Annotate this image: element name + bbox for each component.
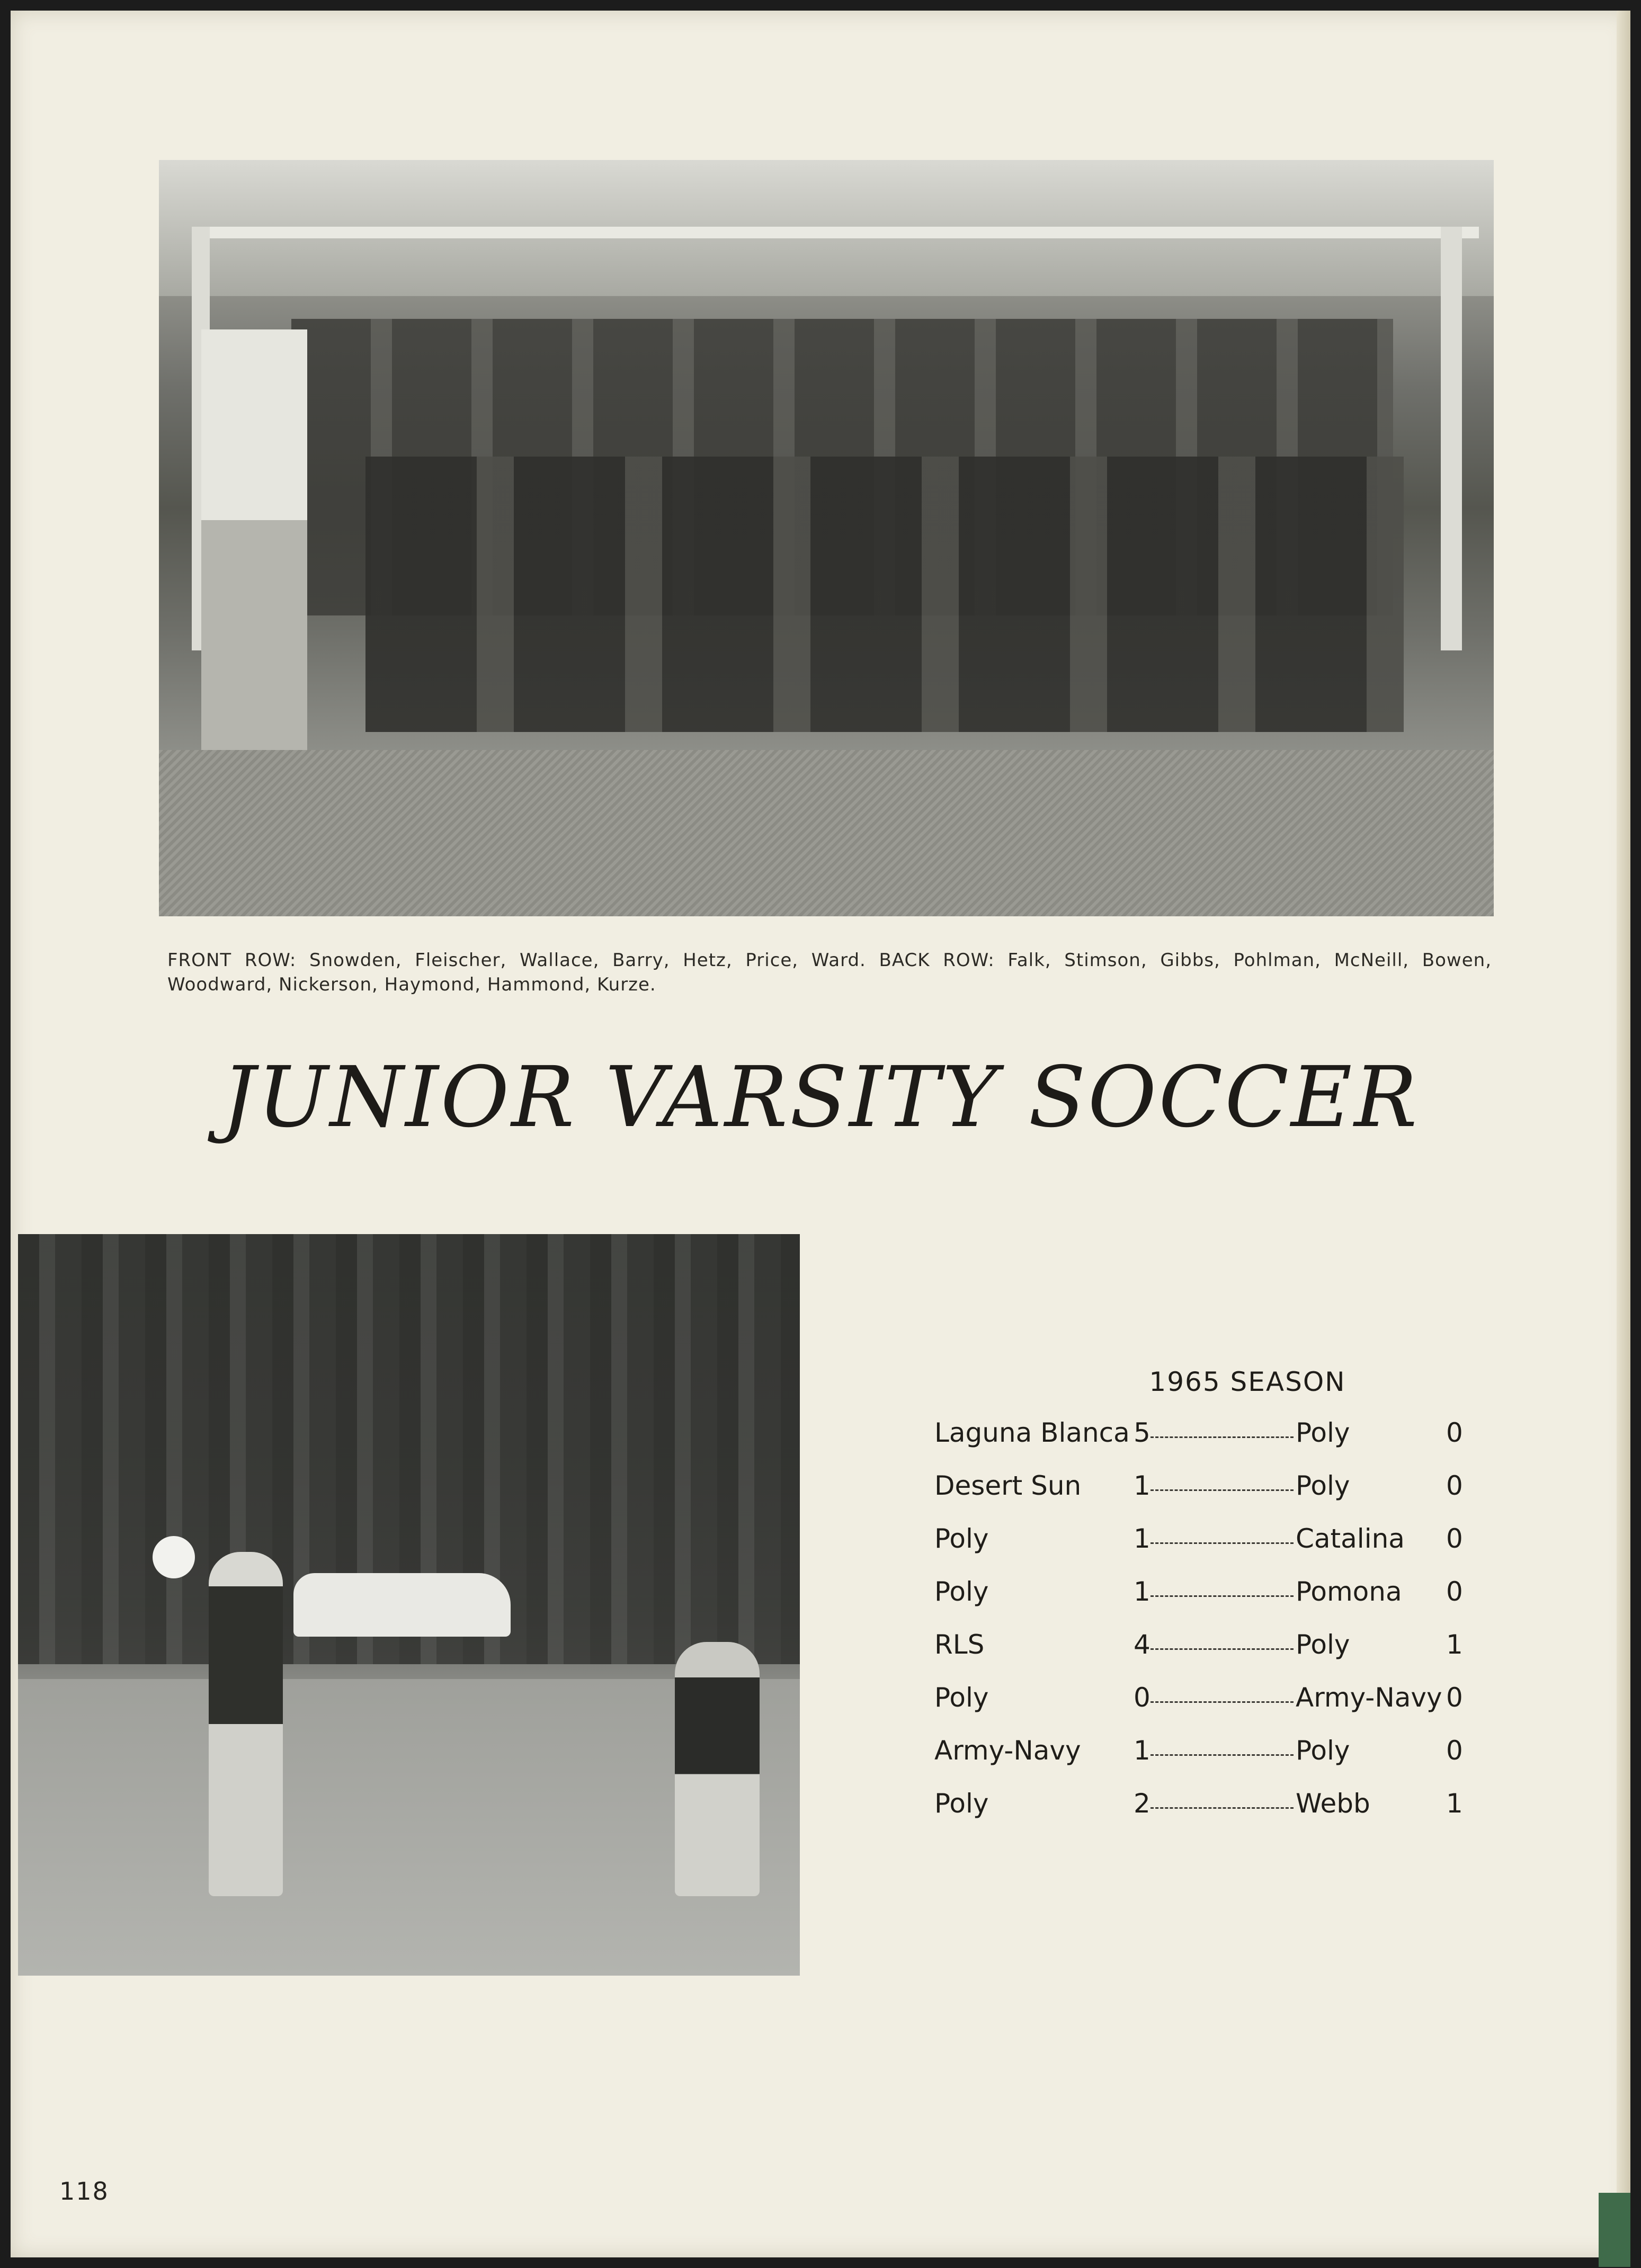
score-b: 0 <box>1446 1417 1463 1448</box>
game-row <box>922 1788 1478 1841</box>
score-b: 0 <box>1446 1576 1463 1607</box>
dot-leader <box>1151 1701 1294 1703</box>
score-a: 2 <box>1134 1788 1151 1819</box>
team-a: Poly <box>934 1788 989 1819</box>
score-a: 1 <box>1134 1523 1151 1554</box>
team-a: Poly <box>934 1523 989 1554</box>
player-heading-ball <box>209 1552 283 1896</box>
score-b: 0 <box>1446 1470 1463 1501</box>
score-a: 1 <box>1134 1470 1151 1501</box>
grass <box>159 750 1494 916</box>
score-a: 1 <box>1134 1576 1151 1607</box>
score-a: 5 <box>1134 1417 1151 1448</box>
team-b: Pomona <box>1296 1576 1402 1607</box>
team-a: Desert Sun <box>934 1470 1082 1501</box>
dot-leader <box>1151 1436 1294 1438</box>
goal-post-right <box>1441 227 1462 650</box>
book-cover-edge <box>1599 2193 1630 2267</box>
score-b: 0 <box>1446 1682 1463 1713</box>
game-row <box>922 1735 1478 1788</box>
score-b: 1 <box>1446 1788 1463 1819</box>
team-a: Poly <box>934 1576 989 1607</box>
season-heading: 1965 SEASON <box>1149 1367 1346 1397</box>
dot-leader <box>1151 1542 1294 1544</box>
coach-figure <box>201 329 307 806</box>
team-a: Laguna Blanca <box>934 1417 1130 1448</box>
game-row <box>922 1576 1478 1629</box>
score-b: 0 <box>1446 1523 1463 1554</box>
game-row <box>922 1629 1478 1682</box>
season-results <box>922 1367 1478 1841</box>
team-a: Poly <box>934 1682 989 1713</box>
dot-leader <box>1151 1648 1294 1650</box>
team-b: Poly <box>1296 1470 1350 1501</box>
score-a: 0 <box>1134 1682 1151 1713</box>
game-row <box>922 1523 1478 1576</box>
team-a: Army-Navy <box>934 1735 1081 1766</box>
dot-leader <box>1151 1489 1294 1491</box>
dot-leader <box>1151 1754 1294 1756</box>
team-photo-caption: FRONT ROW: Snowden, Fleischer, Wallace, Barry, Hetz, Price, Ward. BACK ROW: Falk, Stimson, Gibbs, Pohlman, McNeill, Bowen, Woodward, Nickerson, Haymond, Hammond, Kurze. <box>167 950 1492 995</box>
team-b: Poly <box>1296 1417 1350 1448</box>
parked-car <box>293 1573 511 1637</box>
score-b: 1 <box>1446 1629 1463 1660</box>
game-row <box>922 1417 1478 1470</box>
team-photo <box>159 160 1494 916</box>
page-title: JUNIOR VARSITY SOCCER <box>221 1049 1420 1146</box>
dot-leader <box>1151 1807 1294 1809</box>
team-b: Army-Navy <box>1296 1682 1442 1713</box>
player-number-14 <box>675 1642 760 1896</box>
team-b: Poly <box>1296 1629 1350 1660</box>
team-b: Webb <box>1296 1788 1370 1819</box>
team-b: Poly <box>1296 1735 1350 1766</box>
front-row-players <box>365 457 1404 732</box>
dot-leader <box>1151 1595 1294 1597</box>
yearbook-page <box>11 11 1630 2257</box>
team-a: RLS <box>934 1629 985 1660</box>
score-a: 4 <box>1134 1629 1151 1660</box>
action-photo <box>18 1234 800 1976</box>
game-row <box>922 1470 1478 1523</box>
game-row <box>922 1682 1478 1735</box>
goal-crossbar <box>192 227 1479 238</box>
page-number: 118 <box>59 2177 109 2206</box>
score-a: 1 <box>1134 1735 1151 1766</box>
score-b: 0 <box>1446 1735 1463 1766</box>
soccer-ball <box>153 1536 195 1578</box>
team-b: Catalina <box>1296 1523 1405 1554</box>
